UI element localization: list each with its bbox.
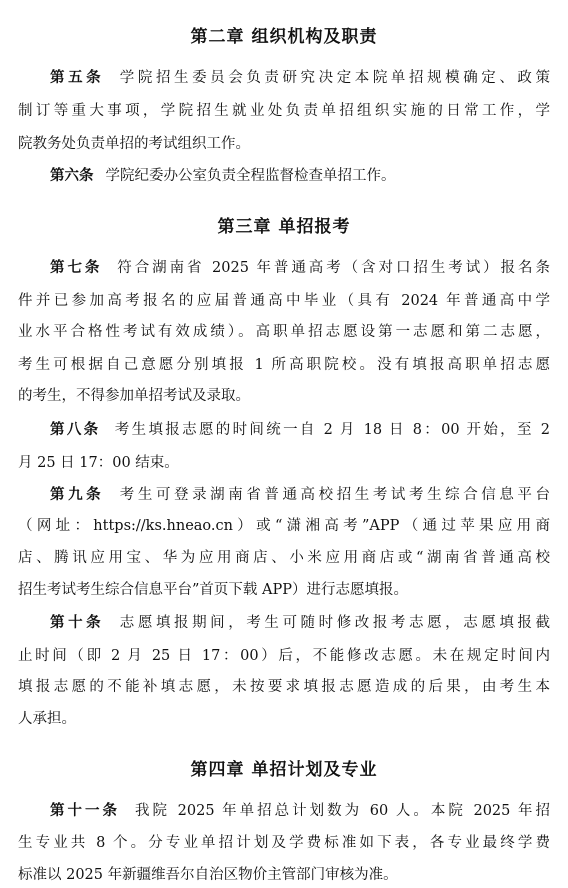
article-9-line-2: （网址：https://ks.hneao.cn）或“潇湘高考”APP（通过苹果应用商 [18, 518, 550, 534]
article-6-line-1: 第六条 学院纪委办公室负责全程监督检查单招工作。 [50, 167, 396, 184]
article-9-label: 第九条 [50, 486, 105, 503]
chapter-4-heading: 第四章 单招计划及专业 [190, 760, 378, 780]
article-7-label: 第七条 [50, 259, 103, 276]
article-11-line-2: 生专业共 8 个。分专业单招计划及学费标准如下表，各专业最终学费 [18, 835, 550, 851]
article-5-label: 第五条 [50, 69, 105, 86]
article-11-label: 第十一条 [50, 802, 121, 819]
article-5-line-2: 制订等重大事项，学院招生就业处负责单招组织实施的日常工作，学 [18, 103, 550, 119]
article-10-line-4: 人承担。 [18, 711, 76, 727]
chapter-3-heading: 第三章 单招报考 [217, 217, 351, 237]
article-10-line-3: 填报志愿的不能补填志愿，未按要求填报志愿造成的后果，由考生本 [18, 679, 550, 695]
article-7-line-2: 件并已参加高考报名的应届普通高中毕业（具有 2024 年普通高中学 [18, 293, 550, 309]
article-6-label: 第六条 [50, 167, 94, 184]
article-7-line-3: 业水平合格性考试有效成绩）。高职单招志愿设第一志愿和第二志愿， [18, 324, 550, 340]
article-9-line-1: 第九条 考生可登录湖南省普通高校招生考试考生综合信息平台 [50, 486, 551, 503]
article-10-line-2: 止时间（即 2 月 25 日 17：00）后，不能修改志愿。未在规定时间内 [18, 648, 550, 664]
article-9-line-3: 店、腾讯应用宝、华为应用商店、小米应用商店或“湖南省普通高校 [18, 550, 550, 566]
chapter-2-heading: 第二章 组织机构及职责 [190, 27, 378, 47]
article-11-line-1: 第十一条 我院 2025 年单招总计划数为 60 人。本院 2025 年招 [50, 802, 550, 819]
article-8-line-2: 月 25 日 17：00 结束。 [18, 455, 179, 471]
article-9-line-4: 招生考试考生综合信息平台”首页下载 APP）进行志愿填报。 [18, 582, 409, 598]
article-11-line-3: 标准以 2025 年新疆维吾尔自治区物价主管部门审核为准。 [18, 867, 398, 883]
article-7-line-4: 考生可根据自己意愿分别填报 1 所高职院校。没有填报高职单招志愿 [18, 357, 550, 373]
article-10-label: 第十条 [50, 614, 105, 631]
article-10-line-1: 第十条 志愿填报期间，考生可随时修改报考志愿，志愿填报截 [50, 614, 551, 631]
article-8-line-1: 第八条 考生填报志愿的时间统一自 2 月 18 日 8：00 开始，至 2 [50, 421, 550, 438]
article-5-line-1: 第五条 学院招生委员会负责研究决定本院单招规模确定、政策 [50, 69, 551, 86]
article-7-line-5: 的考生，不得参加单招考试及录取。 [18, 388, 250, 404]
article-8-label: 第八条 [50, 421, 101, 438]
article-7-line-1: 第七条 符合湖南省 2025 年普通高考（含对口招生考试）报名条 [50, 259, 551, 276]
article-5-line-3: 院教务处负责单招的考试组织工作。 [18, 136, 250, 152]
